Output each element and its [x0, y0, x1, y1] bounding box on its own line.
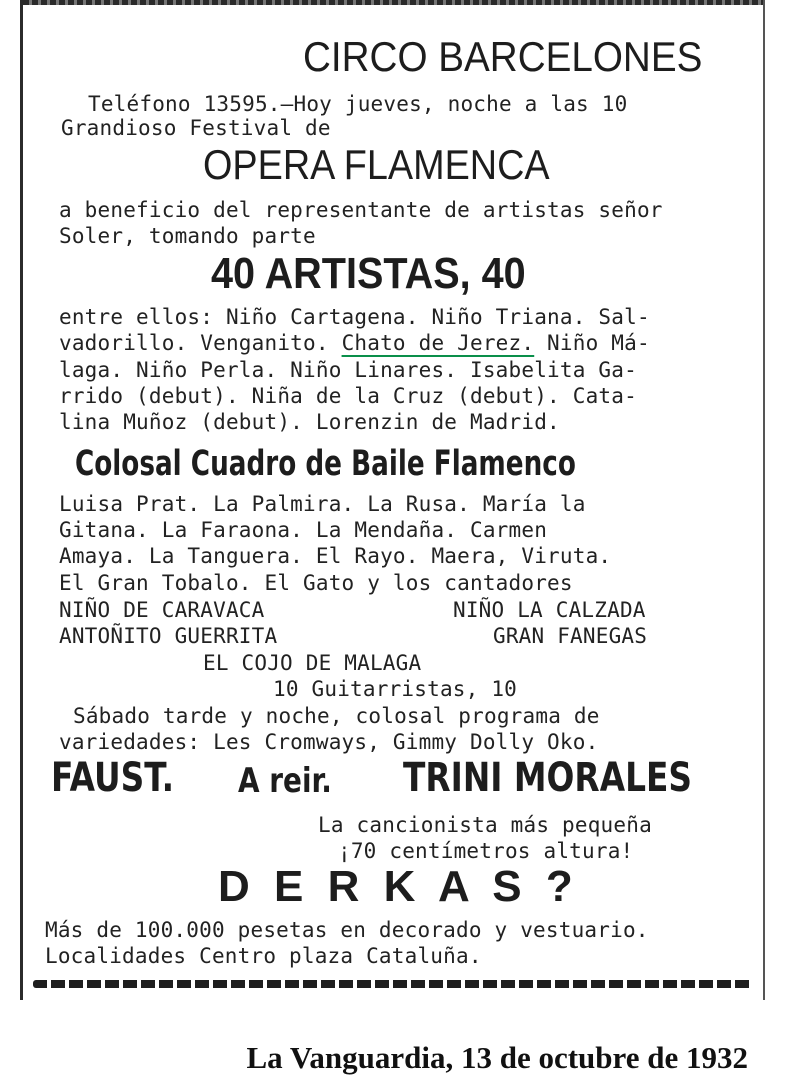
source-caption: La Vanguardia, 13 de octubre de 1932	[246, 1040, 748, 1075]
bottom-border-rule	[33, 980, 753, 988]
dancers-line-3: Amaya. La Tanguera. El Rayo. Maera, Viruta.	[59, 544, 612, 568]
benefit-line-2: Soler, tomando parte	[59, 224, 316, 248]
artists-line-2-end: Niño Má-	[534, 331, 650, 355]
singer-description-line-1: La cancionista más pequeña	[318, 813, 652, 837]
artists-line-2-start: vadorillo. Venganito.	[59, 331, 342, 355]
singer-gran-fanegas: GRAN FANEGAS	[493, 624, 648, 648]
mystery-act-derkas: D E R K A S ?	[218, 862, 579, 911]
advertisement-box	[20, 0, 765, 1000]
artists-line-1: entre ellos: Niño Cartagena. Niño Triana. Sal-	[59, 305, 650, 329]
dancers-line-2: Gitana. La Faraona. La Mendaña. Carmen	[59, 518, 548, 542]
artist-count-heading: 40 ARTISTAS, 40	[211, 249, 526, 298]
dance-heading: Colosal Cuadro de Baile Flamenco	[75, 444, 576, 484]
artists-line-2	[59, 333, 650, 354]
top-border-rule	[23, 0, 765, 5]
saturday-line-1: Sábado tarde y noche, colosal programa de	[73, 704, 600, 728]
festival-line: Grandioso Festival de	[61, 116, 331, 140]
act-a-reir: A reir.	[238, 761, 332, 801]
dancers-line-1: Luisa Prat. La Palmira. La Rusa. María la	[59, 492, 586, 516]
benefit-line-1: a beneficio del representante de artistas señor	[59, 198, 663, 222]
artists-line-5: lina Muñoz (debut). Lorenzin de Madrid.	[59, 410, 560, 434]
tickets-line: Localidades Centro plaza Cataluña.	[45, 944, 482, 968]
guitarists-line: 10 Guitarristas, 10	[273, 677, 518, 701]
act-faust: FAUST.	[51, 755, 175, 801]
singer-antonito-guerrita: ANTOÑITO GUERRITA	[59, 624, 278, 648]
phone-line: Teléfono 13595.—Hoy jueves, noche a las 10	[88, 92, 628, 116]
budget-line: Más de 100.000 pesetas en decorado y vestuario.	[45, 918, 649, 942]
singer-nino-de-caravaca: NIÑO DE CARAVACA	[59, 598, 265, 622]
highlighted-artist-chato-de-jerez: Chato de Jerez.	[341, 331, 535, 355]
act-trini-morales: TRINI MORALES	[403, 755, 693, 801]
dancers-line-4: El Gran Tobalo. El Gato y los cantadores	[59, 571, 573, 595]
saturday-line-2: variedades: Les Cromways, Gimmy Dolly Oko.	[59, 730, 599, 754]
event-title: OPERA FLAMENCA	[203, 141, 550, 188]
singer-description-line-2: ¡70 centímetros altura!	[338, 839, 634, 863]
singer-el-cojo-de-malaga: EL COJO DE MALAGA	[203, 651, 422, 675]
singer-nino-la-calzada: NIÑO LA CALZADA	[453, 598, 646, 622]
artists-line-4: rrido (debut). Niña de la Cruz (debut). Cata-	[59, 384, 637, 408]
venue-title: CIRCO BARCELONES	[303, 33, 703, 80]
artists-line-3: laga. Niño Perla. Niño Linares. Isabelita Ga-	[59, 358, 637, 382]
